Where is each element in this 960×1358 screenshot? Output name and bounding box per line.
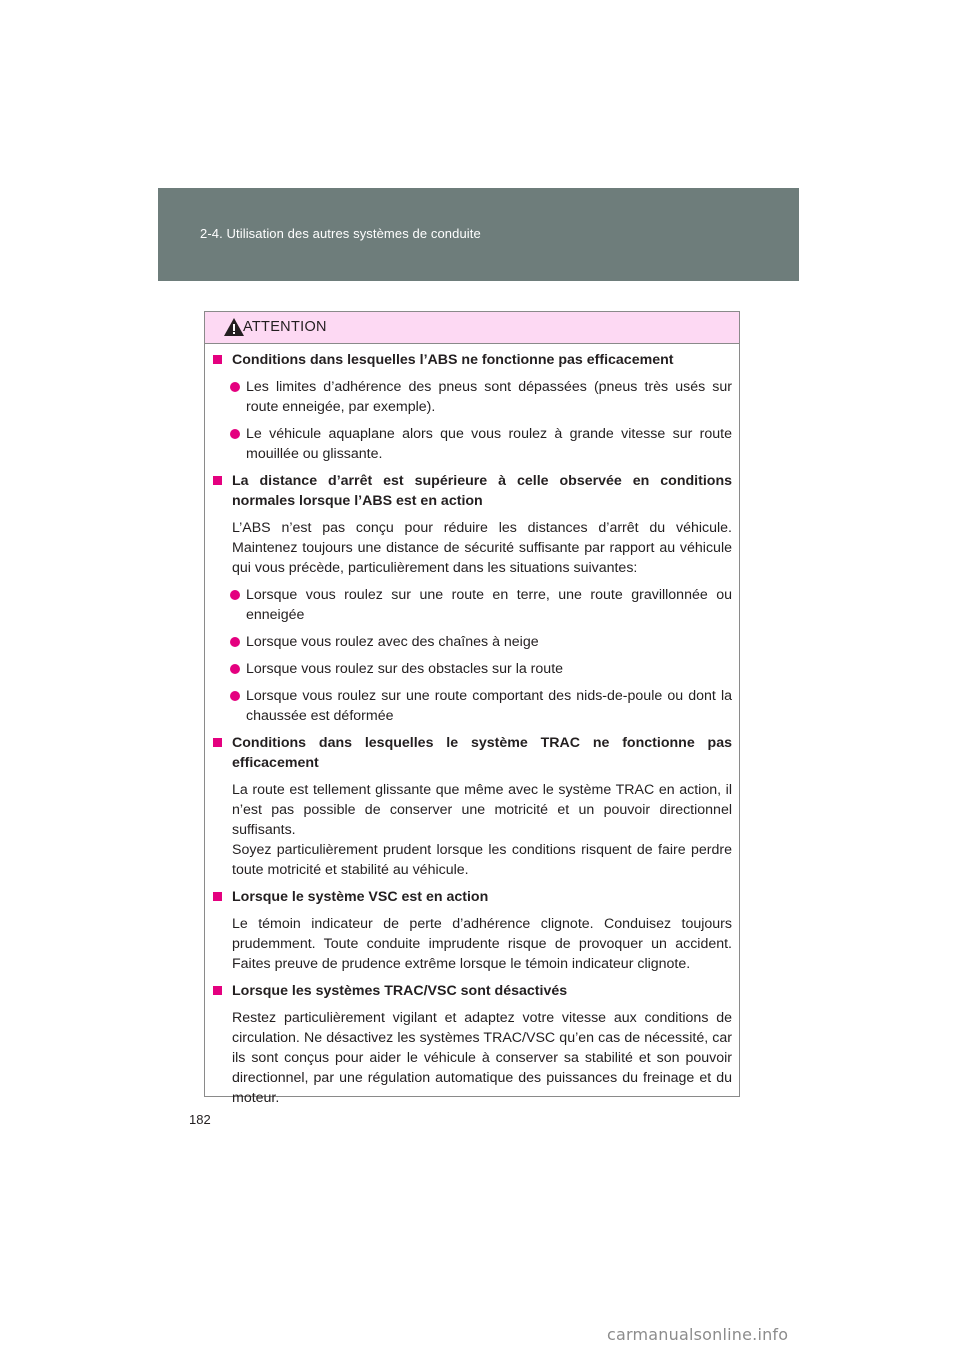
list-item: Les limites d’adhérence des pneus sont dépassées (pneus très usés sur route enneigée, par exemple). <box>218 377 732 417</box>
paragraph: Le témoin indicateur de perte d’adhérence clignote. Conduisez toujours prudemment. Toute conduite imprudente risque de provoquer un accident. Faites preuve de prudence extrême lorsque le témoin indicateur clignote. <box>232 916 732 972</box>
circle-bullet-icon <box>230 691 240 701</box>
list-item: Lorsque vous roulez sur une route en terre, une route gravillonnée ou enneigée <box>218 585 732 625</box>
square-bullet-icon <box>213 355 222 364</box>
warning-label: ATTENTION <box>243 319 327 335</box>
warning-body <box>205 350 739 1108</box>
section-title: Lorsque le système VSC est en action <box>218 887 732 907</box>
section-stopping-distance <box>218 471 739 726</box>
section-abs-conditions <box>218 350 739 464</box>
section-title: Conditions dans lesquelles l’ABS ne fonctionne pas efficacement <box>218 350 732 370</box>
footer-watermark: carmanualsonline.info <box>607 1325 789 1344</box>
circle-bullet-icon <box>230 664 240 674</box>
paragraph: Soyez particulièrement prudent lorsque les conditions risquent de faire perdre toute motricité et stabilité au véhicule. <box>232 842 732 878</box>
square-bullet-icon <box>213 738 222 747</box>
chapter-header-band <box>158 188 799 281</box>
section-title: La distance d’arrêt est supérieure à celle observée en conditions normales lorsque l’ABS est en action <box>218 471 732 511</box>
list-item: Le véhicule aquaplane alors que vous roulez à grande vitesse sur route mouillée ou glissante. <box>218 424 732 464</box>
chapter-title: 2-4. Utilisation des autres systèmes de conduite <box>200 226 481 241</box>
square-bullet-icon <box>213 986 222 995</box>
circle-bullet-icon <box>230 382 240 392</box>
paragraph: L’ABS n’est pas conçu pour réduire les distances d’arrêt du véhicule. Maintenez toujours une distance de sécurité suffisante par rapport au véhicule qui vous précède, particulièrement dans les situations suivantes: <box>232 520 732 576</box>
section-trac-vsc-off <box>218 981 739 1108</box>
square-bullet-icon <box>213 892 222 901</box>
warning-header <box>205 312 739 344</box>
section-vsc-active <box>218 887 739 974</box>
circle-bullet-icon <box>230 590 240 600</box>
section-title: Lorsque les systèmes TRAC/VSC sont désactivés <box>218 981 732 1001</box>
warning-box <box>204 311 740 1106</box>
list-item: Lorsque vous roulez sur une route comportant des nids-de-poule ou dont la chaussée est déformée <box>218 686 732 726</box>
list-item: Lorsque vous roulez avec des chaînes à neige <box>218 632 732 652</box>
warning-triangle-icon <box>223 317 245 337</box>
paragraph: Restez particulièrement vigilant et adaptez votre vitesse aux conditions de circulation. Ne désactivez les systèmes TRAC/VSC qu’en cas de nécessité, car ils sont conçus pour aider le véhicule à conserver sa stabilité et son pouvoir directionnel, par une régulation automatique des puissances du freinage et du moteur. <box>232 1010 732 1106</box>
circle-bullet-icon <box>230 637 240 647</box>
square-bullet-icon <box>213 476 222 485</box>
section-trac-conditions <box>218 733 739 880</box>
list-item: Lorsque vous roulez sur des obstacles sur la route <box>218 659 732 679</box>
paragraph: La route est tellement glissante que même avec le système TRAC en action, il n’est pas possible de conserver une motricité et un pouvoir directionnel suffisants. <box>232 782 732 838</box>
circle-bullet-icon <box>230 429 240 439</box>
page-number: 182 <box>189 1112 211 1127</box>
section-title: Conditions dans lesquelles le système TRAC ne fonctionne pas efficacement <box>218 733 732 773</box>
